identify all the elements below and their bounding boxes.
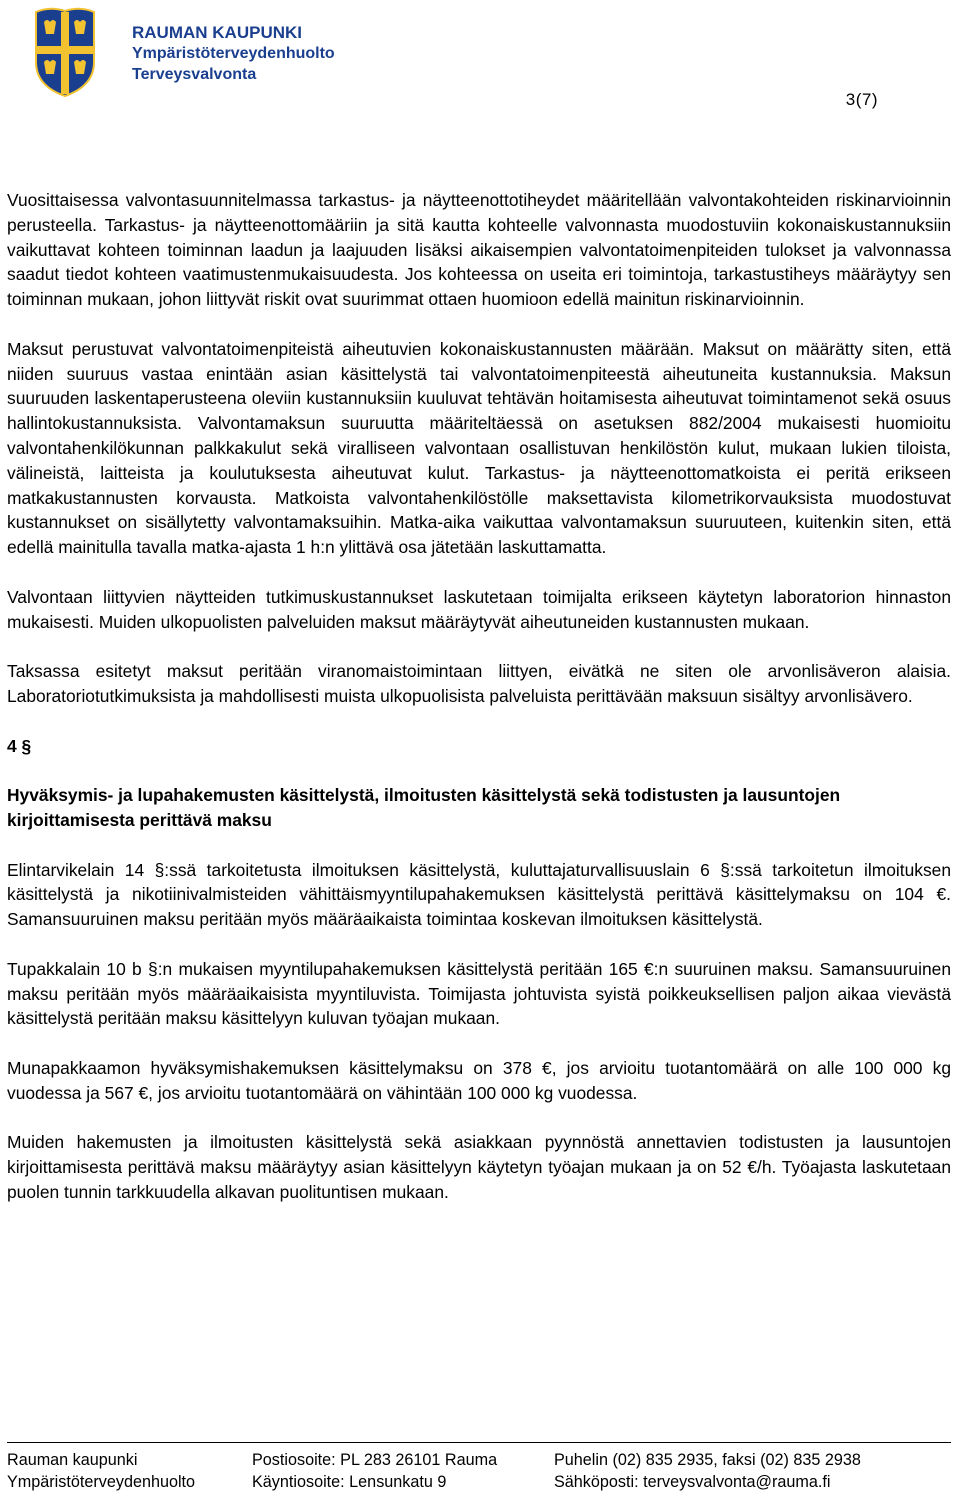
paragraph-2: Maksut perustuvat valvontatoimenpiteistä aiheutuvien kokonaiskustannusten määrään. Maksut on määrätty siten, että niiden suuruus vastaa enintään asian käsittelystä tai valvontatoimenpiteestä aiheutuneita kustannuksia. Maksun suuruuden laskentaperusteena oleviin kustannuksiin kuuluvat tehtävän hoitamisesta aiheutuvat toimintamenot sekä osuus hallintokustannuksista. Valvontamaksun suuruutta määriteltäessä on asetuksen 882/2004 mukaisesti huomioitu valvontahenkilökunnan palkkakulut sekä viralliseen valvontaan osallistuvan henkilöstön kulut, mukaan lukien tiloista, välineistä, laitteista ja koulutuksesta aiheutuvat kulut. Tarkastus- ja näytteenottomatkoista ei peritä erikseen matkakustannusten korvausta. Matkoista valvontahenkilöstölle maksettavista kilometrikorvauksista muodostuvat kustannukset on sisällytetty valvontamaksuihin. Matka-aika vaikuttaa valvontamaksun suuruuteen, kuitenkin siten, että edellä mainitulla tavalla matka-ajasta 1 h:n ylittävä osa jätetään laskuttamatta.	[7, 338, 951, 558]
paragraph-1: Vuosittaisessa valvontasuunnitelmassa tarkastus- ja näytteenottotiheydet määritellään valvontakohteiden riskinarvioinnin perusteella. Tarkastus- ja näytteenottomääriin ja sitä kautta kohteelle valvonnasta muodostuviin kokonaiskustannuksiin vaikuttavat kohteen toiminnan laadun ja laajuuden lisäksi aikaisempien valvontatoimenpiteiden tulokset ja valvonnassa saadut tiedot kohteen vaatimustenmukaisuudesta. Jos kohteessa on useita eri toimintoja, tarkastustiheys määräytyy sen toiminnan mukaan, johon liittyvät riskit ovat suurimmat ottaen huomioon edellä mainitun riskinarvioinnin.	[7, 190, 951, 310]
footer-row-2	[7, 1471, 951, 1493]
footer-department: Ympäristöterveydenhuolto	[7, 1473, 196, 1491]
footer-org: Rauman kaupunki	[7, 1451, 138, 1469]
section-number: 4 §	[7, 735, 32, 756]
paragraph-4: Taksassa esitetyt maksut peritään viranomaistoimintaan liittyen, eivätkä ne siten ole arvonlisäveron alaisia. Laboratoriotutkimuksista ja mahdollisesti muista ulkopuolisista palveluista perittävään maksuun sisältyy arvonlisävero.	[7, 661, 951, 706]
footer-email: Sähköposti: terveysvalvonta@rauma.fi	[554, 1473, 831, 1491]
footer-row-1	[7, 1449, 951, 1471]
paragraph-6: Tupakkalain 10 b §:n mukaisen myyntilupahakemuksen käsittelystä peritään 165 €:n suuruinen maksu. Samansuuruinen maksu peritään myös määräaikaisista myyntiluvista. Toimijasta johtuvista syistä poikkeuksellisen paljon aikaa vievästä käsittelystä peritään maksu käsittelyyn kuluvan työajan mukaan.	[7, 958, 951, 1029]
footer-visiting-address: Käyntiosoite: Lensunkatu 9	[252, 1473, 447, 1491]
section-title: Hyväksymis- ja lupahakemusten käsittelystä, ilmoitusten käsittelystä sekä todistusten ja lausuntojen kirjoittamisesta perittävä maksu	[7, 785, 841, 830]
organization-name	[132, 22, 335, 85]
paragraph-3: Valvontaan liittyvien näytteiden tutkimuskustannukset laskutetaan toimijalta erikseen käytetyn laboratorion hinnaston mukaisesti. Muiden ulkopuolisten palveluiden maksut määräytyvät aiheutuneiden kustannusten mukaan.	[7, 586, 951, 632]
page-footer	[7, 1442, 951, 1493]
page-number: 3(7)	[845, 90, 878, 109]
org-line-1: RAUMAN KAUPUNKI	[132, 23, 302, 42]
paragraph-5: Elintarvikelain 14 §:ssä tarkoitetusta ilmoituksen käsittelystä, kuluttajaturvallisuuslain 6 §:ssä tarkoitetun ilmoituksen käsittelystä ja nikotiinivalmisteiden vähittäismyyntilupahakemuksen käsittelystä perittävä käsittelymaksu on 104 €. Samansuuruinen maksu peritään myös määräaikaista toimintaa koskevan ilmoituksen käsittelystä.	[7, 859, 951, 930]
rauma-coat-of-arms-icon	[30, 6, 100, 98]
document-body	[7, 188, 951, 1229]
paragraph-7: Munapakkaamon hyväksymishakemuksen käsittelymaksu on 378 €, jos arvioitu tuotantomäärä on alle 100 000 kg vuodessa ja 567 €, jos arvioitu tuotantomäärä on vähintään 100 000 kg vuodessa.	[7, 1057, 951, 1103]
page-header	[30, 6, 930, 106]
org-line-3: Terveysvalvonta	[132, 66, 257, 83]
footer-phone: Puhelin (02) 835 2935, faksi (02) 835 2938	[554, 1451, 861, 1469]
footer-postal-address: Postiosoite: PL 283 26101 Rauma	[252, 1451, 498, 1469]
paragraph-8: Muiden hakemusten ja ilmoitusten käsittelystä sekä asiakkaan pyynnöstä annettavien todistusten ja lausuntojen kirjoittamisesta perittävä maksu määräytyy asian käsittelyyn käytetyn työajan mukaan ja on 52 €/h. Työajasta laskutetaan puolen tunnin tarkkuudella alkavan puolituntisen mukaan.	[7, 1132, 951, 1202]
org-line-2: Ympäristöterveydenhuolto	[132, 45, 335, 62]
